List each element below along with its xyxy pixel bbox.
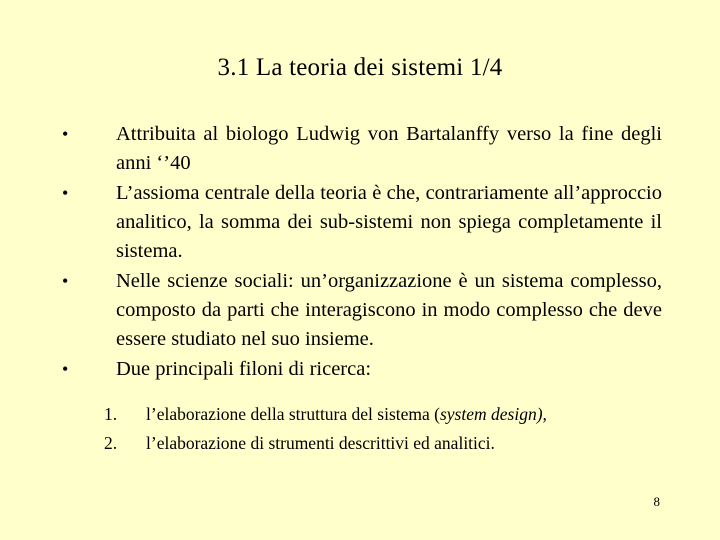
bullet-item xyxy=(62,120,662,178)
numbered-item xyxy=(104,429,664,458)
bullet-marker: • xyxy=(62,183,69,203)
bullet-marker: • xyxy=(62,124,69,144)
bullet-item xyxy=(62,179,662,266)
page-number: 8 xyxy=(653,494,660,509)
item-text-italic: system design), xyxy=(439,404,547,424)
bullet-text: Nelle scienze sociali: un’organizzazione è un sistema complesso, composto da parti che interagiscono in modo complesso che deve essere studiato nel suo insieme. xyxy=(116,270,662,350)
item-text: l’elaborazione di strumenti descrittivi ed analitici. xyxy=(146,433,495,453)
numbered-sublist xyxy=(104,400,664,458)
bullet-list xyxy=(62,120,662,385)
bullet-item xyxy=(62,355,662,384)
bullet-text: L’assioma centrale della teoria è che, contrariamente all’approccio analitico, la somma dei sub-sistemi non spiega completamente il sistema. xyxy=(116,182,662,262)
item-number: 2. xyxy=(104,433,118,453)
bullet-marker: • xyxy=(62,271,69,291)
item-text: l’elaborazione della struttura del sistema ( xyxy=(146,404,440,424)
bullet-text: Attribuita al biologo Ludwig von Bartalanffy verso la fine degli anni ‘’40 xyxy=(116,123,662,174)
bullet-marker: • xyxy=(62,359,69,379)
bullet-text: Due principali filoni di ricerca: xyxy=(116,358,372,380)
slide-title: 3.1 La teoria dei sistemi 1/4 xyxy=(217,54,503,81)
item-number: 1. xyxy=(104,404,118,424)
numbered-item xyxy=(104,400,664,429)
bullet-item xyxy=(62,267,662,354)
